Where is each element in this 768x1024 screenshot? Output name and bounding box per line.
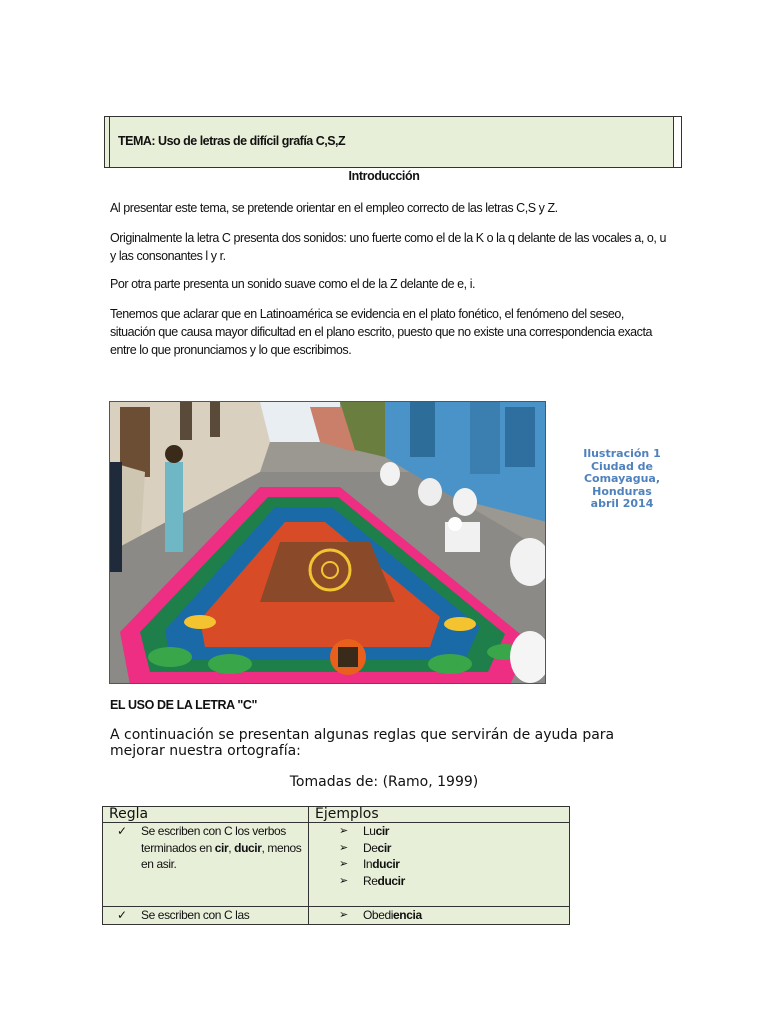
intro-paragraph-3: Por otra parte presenta un sonido suave como el de la Z delante de e, i. [110, 277, 476, 291]
list-item: ➢ Reducir [339, 873, 569, 890]
list-item: ➢ Inducir [339, 856, 569, 873]
table-header-row [103, 807, 570, 823]
caption-line: Comayagua, [583, 472, 661, 485]
caption-line: Honduras [592, 484, 652, 498]
list-item: ➢ Decir [339, 840, 569, 857]
intro-paragraph-2: Originalmente la letra C presenta dos sonidos: uno fuerte como el de la K o la q delante de las vocales a, o, u y las consonantes l y r. [110, 231, 666, 263]
rule-cell [103, 907, 309, 925]
section-heading: EL USO DE LA LETRA "C" [110, 698, 258, 712]
examples-cell [309, 823, 570, 907]
intro-heading: Introducción [348, 169, 420, 183]
rules-table [102, 806, 570, 925]
topic-label: TEMA: [118, 134, 156, 148]
rule-cell [103, 823, 309, 907]
intro-paragraph-4: Tenemos que aclarar que en Latinoamérica se evidencia en el plato fonético, el fenómeno del seseo, situación que causa mayor dificultad en el plano escrito, puesto que no existe una correspondencia exacta entre lo que pronunciamos y lo que escribimos. [110, 307, 653, 357]
intro-paragraph-1: Al presentar este tema, se pretende orientar en el empleo correcto de las letras C,S y Z. [110, 201, 558, 215]
street-carpet-illustration [110, 402, 546, 684]
checkmark-icon: ✓ [117, 908, 127, 922]
street-carpet-photo [109, 401, 546, 684]
checkmark-icon: ✓ [117, 824, 127, 838]
header-ejemplos: Ejemplos [309, 807, 570, 823]
table-row [103, 823, 570, 907]
figure-caption [560, 448, 684, 511]
topic-text: Uso de letras de difícil grafía C,S,Z [155, 134, 346, 148]
rules-intro-text: A continuación se presentan algunas reglas que servirán de ayuda para mejorar nuestra ortografía: [110, 727, 615, 759]
examples-list [309, 823, 569, 889]
rule-text: Se escriben con C las [141, 908, 250, 922]
topic-title [118, 134, 345, 148]
caption-line: abril 2014 [590, 497, 654, 510]
topic-box-edge [674, 116, 682, 168]
list-item: ➢ Obediencia [339, 907, 569, 924]
source-citation: Tomadas de: (Ramo, 1999) [289, 774, 479, 790]
caption-line: Ciudad de [590, 459, 653, 473]
examples-list [309, 907, 569, 924]
rule-text: Se escriben con C los verbos terminados en cir, ducir, menos en asir. [141, 824, 302, 871]
list-item: ➢ Lucir [339, 823, 569, 840]
examples-cell [309, 907, 570, 925]
header-regla: Regla [103, 807, 309, 823]
caption-line: Ilustración 1 [583, 447, 661, 460]
table-row [103, 907, 570, 925]
